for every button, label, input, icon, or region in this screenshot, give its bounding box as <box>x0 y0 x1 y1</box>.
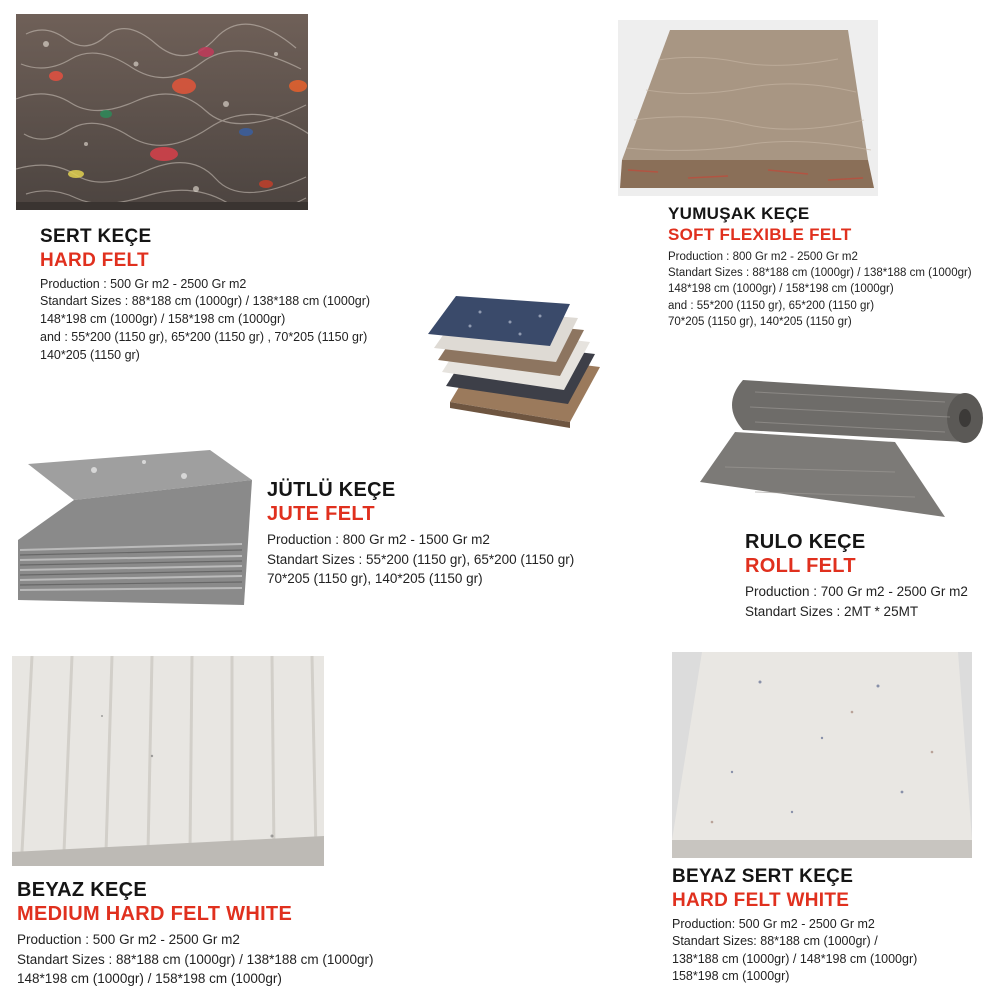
soft-felt-title-tr: YUMUŞAK KEÇE <box>668 204 810 223</box>
spec-line: Standart Sizes : 88*188 cm (1000gr) / 138*188 cm (1000gr) <box>17 951 374 967</box>
spec-line: Production : 500 Gr m2 - 2500 Gr m2 <box>40 276 247 291</box>
white-felt-title-tr: BEYAZ KEÇE <box>17 879 148 901</box>
jute-felt-photo <box>14 440 256 610</box>
spec-line: Production : 800 Gr m2 - 1500 Gr m2 <box>267 532 490 547</box>
spec-line: Standart Sizes: 88*188 cm (1000gr) / <box>672 934 878 949</box>
soft-felt-photo <box>618 20 878 196</box>
spec-line: and : 55*200 (1150 gr), 65*200 (1150 gr) <box>668 299 875 312</box>
spec-line: Production: 500 Gr m2 - 2500 Gr m2 <box>672 916 875 931</box>
jute-felt-title-en: JUTE FELT <box>267 503 375 525</box>
spec-line: 140*205 (1150 gr) <box>40 347 140 362</box>
white-hard-felt-title-tr: BEYAZ SERT KEÇE <box>672 866 854 887</box>
white-felt-photo <box>12 656 324 866</box>
hard-felt-photo <box>16 14 308 210</box>
spec-line: Production : 800 Gr m2 - 2500 Gr m2 <box>668 250 858 263</box>
soft-felt-block <box>668 204 972 330</box>
hard-felt-title-tr: SERT KEÇE <box>40 226 152 247</box>
hard-felt-title-en: HARD FELT <box>40 249 149 271</box>
soft-felt-title-en: SOFT FLEXIBLE FELT <box>668 225 852 245</box>
roll-felt-photo <box>695 372 990 522</box>
stacked-felts-photo <box>420 282 630 432</box>
spec-line: 70*205 (1150 gr), 140*205 (1150 gr) <box>267 571 483 587</box>
roll-felt-title-en: ROLL FELT <box>745 555 856 577</box>
spec-line: Standart Sizes : 88*188 cm (1000gr) / 138*188 cm (1000gr) <box>668 266 972 279</box>
spec-line: 138*188 cm (1000gr) / 148*198 cm (1000gr) <box>672 951 918 966</box>
spec-line: Standart Sizes : 55*200 (1150 gr), 65*200 (1150 gr) <box>267 551 575 567</box>
roll-felt-title-tr: RULO KEÇE <box>745 531 866 553</box>
spec-line: Production : 500 Gr m2 - 2500 Gr m2 <box>17 932 240 947</box>
spec-line: 158*198 cm (1000gr) <box>672 969 790 984</box>
spec-line: 70*205 (1150 gr), 140*205 (1150 gr) <box>668 315 852 328</box>
hard-felt-block <box>40 226 370 364</box>
white-felt-title-en: MEDIUM HARD FELT WHITE <box>17 903 293 925</box>
spec-line: Standart Sizes : 2MT * 25MT <box>745 603 919 619</box>
spec-line: 148*198 cm (1000gr) / 158*198 cm (1000gr) <box>668 283 894 296</box>
spec-line: and : 55*200 (1150 gr), 65*200 (1150 gr) , 70*205 (1150 gr) <box>40 329 368 344</box>
jute-felt-block <box>267 478 574 589</box>
jute-felt-title-tr: JÜTLÜ KEÇE <box>267 479 396 501</box>
spec-line: 148*198 cm (1000gr) / 158*198 cm (1000gr) <box>17 971 282 987</box>
white-hard-felt-title-en: HARD FELT WHITE <box>672 889 850 911</box>
white-felt-block <box>17 878 373 989</box>
roll-felt-block <box>745 530 968 621</box>
white-hard-felt-block <box>672 866 917 986</box>
spec-line: Standart Sizes : 88*188 cm (1000gr) / 138*188 cm (1000gr) <box>40 294 371 309</box>
white-hard-felt-photo <box>672 652 972 858</box>
spec-line: 148*198 cm (1000gr) / 158*198 cm (1000gr) <box>40 312 286 327</box>
spec-line: Production : 700 Gr m2 - 2500 Gr m2 <box>745 584 968 599</box>
